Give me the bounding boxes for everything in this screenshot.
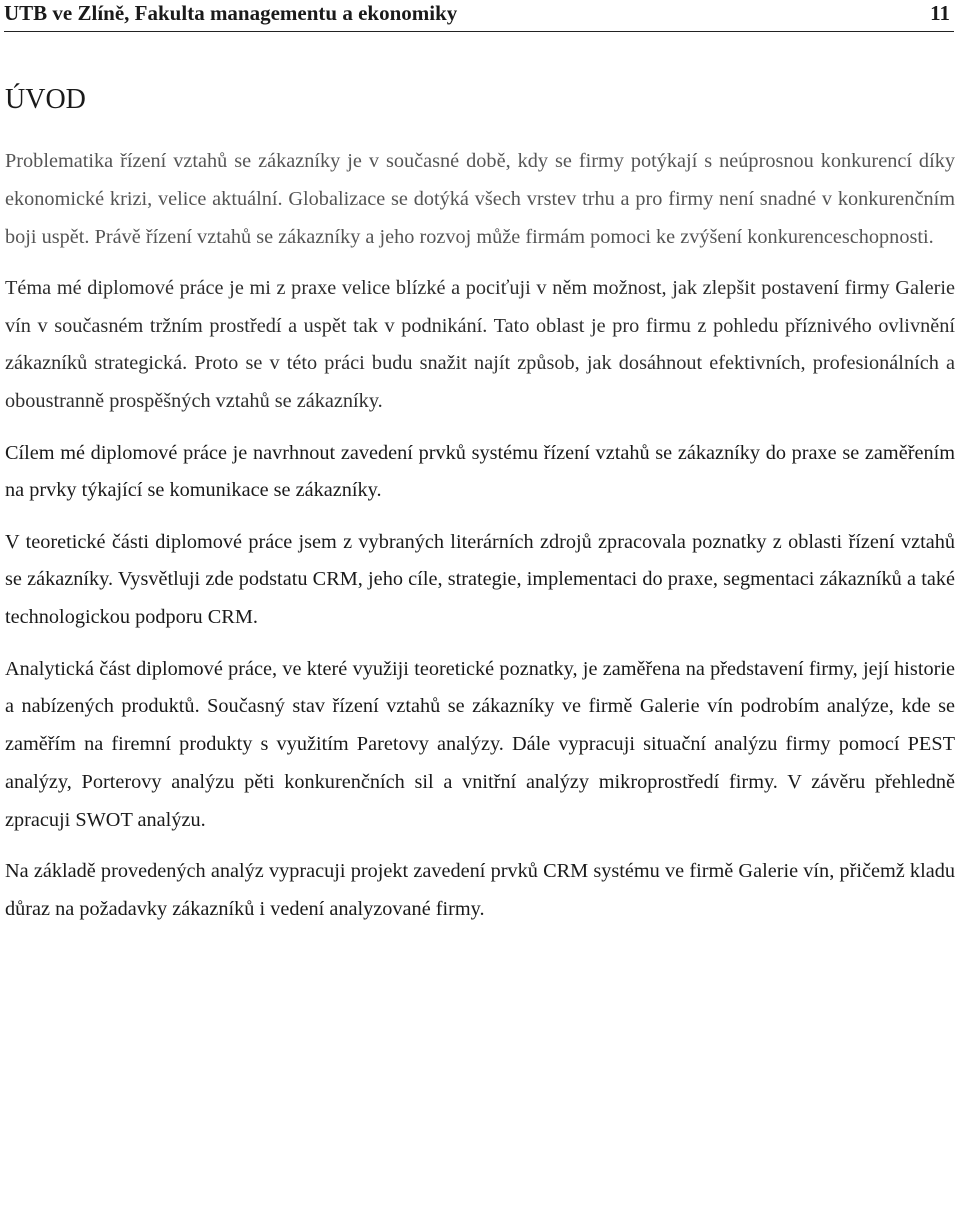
- chapter-heading: ÚVOD: [5, 84, 86, 115]
- paragraph-4: V teoretické části diplomové práce jsem z vybraných literárních zdrojů zpracovala poznatky z oblasti řízení vztahů se zákazníky. Vysvětluji zde podstatu CRM, jeho cíle, strategie, implementaci do praxe, segmentaci zákazníků a také technologickou podporu CRM.: [5, 530, 955, 629]
- paragraph-5: Analytická část diplomové práce, ve které využiji teoretické poznatky, je zaměřena na představení firmy, její historie a nabízených produktů. Současný stav řízení vztahů se zákazníky ve firmě Galerie vín podrobím analýze, kde se zaměřím na firemní produkty s využitím Paretovy analýzy. Dále vypracuji situační analýzu firmy pomocí PEST analýzy, Porterovy analýzu pěti konkurenčních sil a vnitřní analýzy mikroprostředí firmy. V závěru přehledně zpracuji SWOT analýzu.: [5, 657, 955, 831]
- paragraph-3: Cílem mé diplomové práce je navrhnout zavedení prvků systému řízení vztahů se zákazníky do praxe se zaměřením na prvky týkající se komunikace se zákazníky.: [5, 441, 955, 502]
- running-header: [4, 0, 954, 32]
- paragraph-1: Problematika řízení vztahů se zákazníky je v současné době, kdy se firmy potýkají s neúprosnou konkurencí díky ekonomické krizi, velice aktuální. Globalizace se dotýká všech vrstev trhu a pro firmy není snadné v konkurenčním boji uspět. Právě řízení vztahů se zákazníky a jeho rozvoj může firmám pomoci ke zvýšení konkurenceschopnosti.: [5, 150, 955, 248]
- body-text: [5, 143, 955, 942]
- header-title: UTB ve Zlíně, Fakulta managementu a ekonomiky: [4, 1, 458, 25]
- page-number: 11: [930, 1, 950, 25]
- paragraph-6: Na základě provedených analýz vypracuji projekt zavedení prvků CRM systému ve firmě Galerie vín, přičemž kladu důraz na požadavky zákazníků i vedení analyzované firmy.: [5, 860, 955, 920]
- paragraph-2: Téma mé diplomové práce je mi z praxe velice blízké a pociťuji v něm možnost, jak zlepšit postavení firmy Galerie vín v současném tržním prostředí a uspět tak v podnikání. Tato oblast je pro firmu z pohledu příznivého ovlivnění zákazníků strategická. Proto se v této práci budu snažit najít způsob, jak dosáhnout efektivních, profesionálních a oboustranně prospěšných vztahů se zákazníky.: [5, 276, 955, 413]
